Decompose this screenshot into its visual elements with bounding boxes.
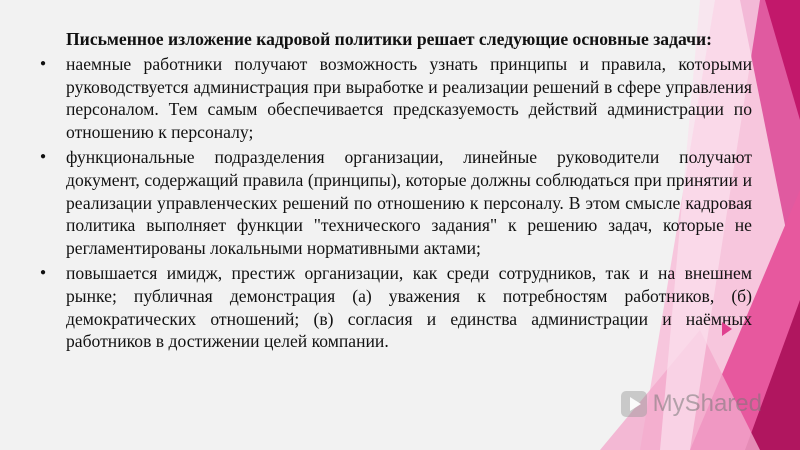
bullet-text: повышается имидж, престиж организации, как среди сотрудников, так и на внешнем рынке; публичная демонстрация (а) уважения к потребностям работников, (б) демократических отношений; (в) согласия и единства администрации и наёмных работников в достижении целей компании. xyxy=(66,263,752,352)
bullet-dot-icon: ● xyxy=(40,151,47,163)
bullet-text: наемные работники получают возможность узнать принципы и правила, которыми руководствуется администрация при выработке и реализации решений в сфере управления персоналом. Тем самым обеспечивается предсказуемость действий администрации по отношению к персоналу; xyxy=(66,54,752,142)
list-item xyxy=(40,53,752,143)
play-logo-icon xyxy=(621,391,647,417)
arrow-icon xyxy=(722,322,732,336)
list-item xyxy=(40,262,752,352)
bullet-dot-icon: ● xyxy=(40,58,47,69)
bullet-list xyxy=(36,53,762,353)
bullet-text: функциональные подразделения организации, линейные руководители получают документ, содержащий правила (принципы), которые должны соблюдаться при принятии и реализации управленческих решений по отношению к персоналу. В этом смысле кадровая политика выполняет функции "технического задания" к решению задач, которые не регламентированы локальными нормативными актами; xyxy=(66,147,752,258)
watermark-text: MyShared xyxy=(652,390,762,417)
bullet-dot-icon: ● xyxy=(40,267,47,279)
slide-content xyxy=(36,20,762,430)
watermark xyxy=(621,390,762,418)
list-item xyxy=(40,146,752,259)
slide-heading: Письменное изложение кадровой политики решает следующие основные задачи: xyxy=(66,29,712,49)
